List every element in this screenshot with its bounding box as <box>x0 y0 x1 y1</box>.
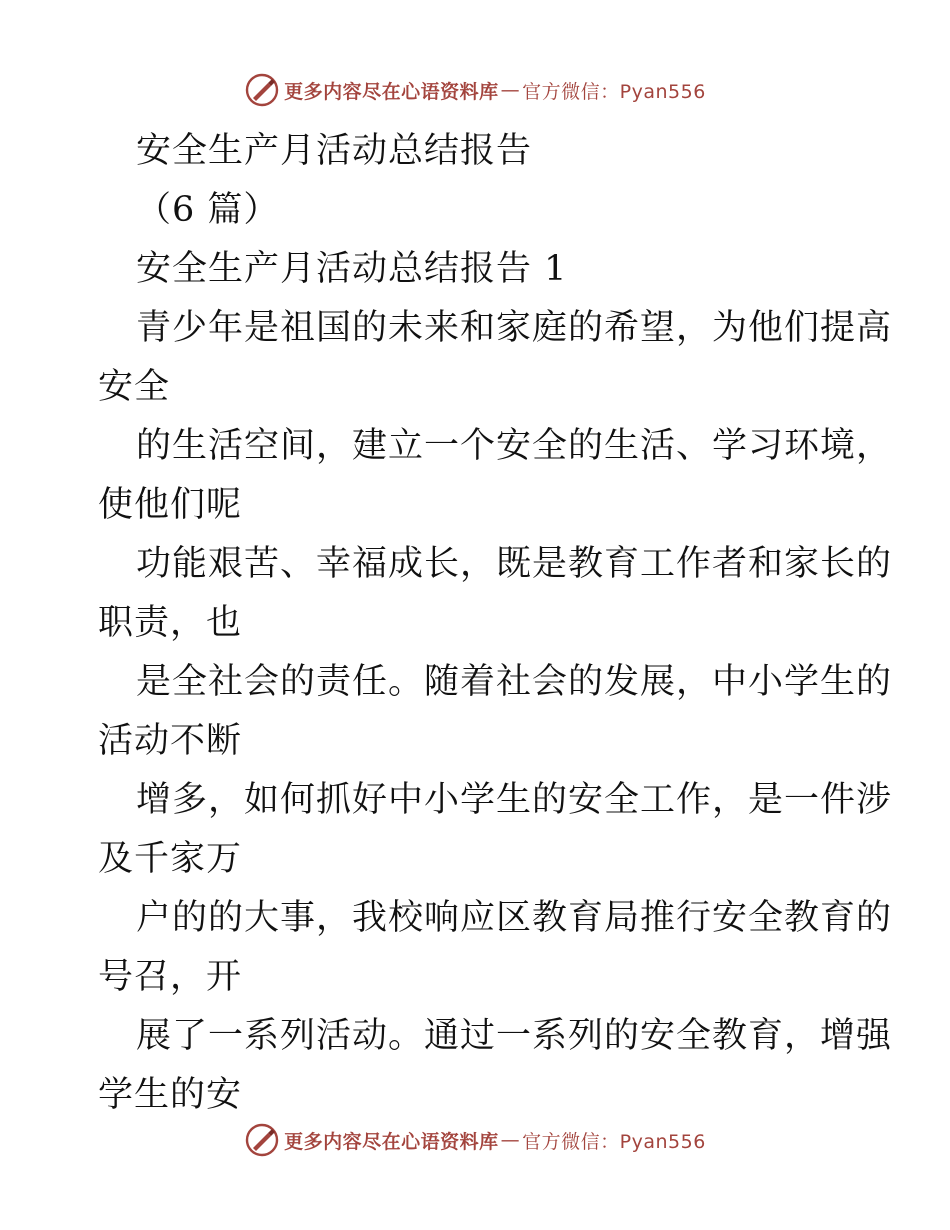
paragraph-line: 展了一系列活动。通过一系列的安全教育，增强 <box>136 1016 893 1056</box>
banner-contact: 官方微信：Pyan556 <box>522 80 706 103</box>
paragraph-line: 职责，也 <box>98 603 243 643</box>
paragraph-line: 学生的安 <box>98 1075 243 1115</box>
document-subtitle: （6 篇） <box>136 190 280 230</box>
banner-brand: 更多内容尽在心语资料库 <box>284 1130 499 1153</box>
paragraph-line: 安全 <box>98 367 171 407</box>
paragraph-line: 的生活空间，建立一个安全的生活、学习环境， <box>136 426 893 466</box>
paragraph-line: 及千家万 <box>98 839 243 879</box>
banner-dash: — <box>500 79 521 101</box>
paragraph-line: 是全社会的责任。随着社会的发展，中小学生的 <box>136 662 893 702</box>
banner-contact: 官方微信：Pyan556 <box>522 1130 706 1153</box>
document-body <box>98 122 893 1125</box>
pen-logo-icon <box>244 72 280 108</box>
paragraph-line: 使他们呢 <box>98 485 243 525</box>
section-title: 安全生产月活动总结报告 1 <box>136 249 568 289</box>
paragraph-line: 户的的大事，我校响应区教育局推行安全教育的 <box>136 898 893 938</box>
paragraph-line: 号召，开 <box>98 957 243 997</box>
paragraph-line: 青少年是祖国的未来和家庭的希望，为他们提高 <box>136 308 893 348</box>
paragraph-line: 活动不断 <box>98 721 243 761</box>
footer-watermark <box>0 1120 950 1160</box>
paragraph-line: 增多，如何抓好中小学生的安全工作，是一件涉 <box>136 780 893 820</box>
banner-dash: — <box>500 1129 521 1151</box>
document-title: 安全生产月活动总结报告 <box>136 131 533 171</box>
paragraph-line: 功能艰苦、幸福成长，既是教育工作者和家长的 <box>136 544 893 584</box>
pen-logo-icon <box>244 1122 280 1158</box>
header-watermark <box>0 70 950 110</box>
banner-brand: 更多内容尽在心语资料库 <box>284 80 499 103</box>
